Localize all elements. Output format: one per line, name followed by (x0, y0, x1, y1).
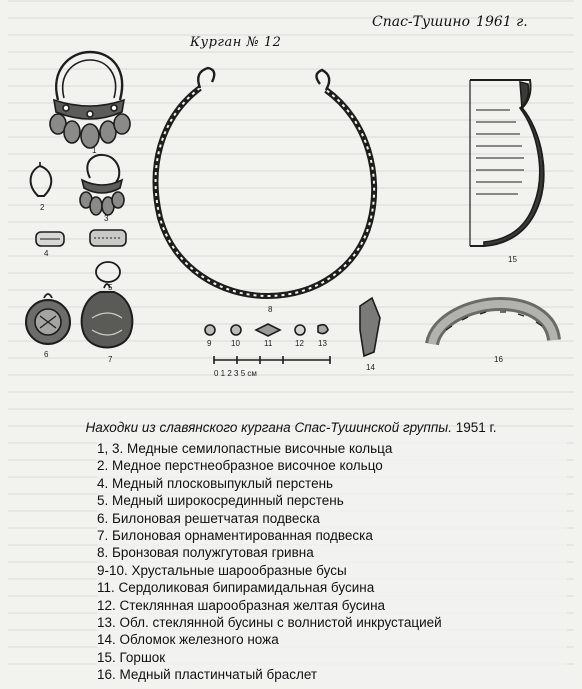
fig-2: 2 (40, 203, 45, 212)
ornamented-pendant-7 (82, 284, 133, 348)
bead-13 (318, 325, 328, 334)
fig-4: 4 (44, 249, 49, 258)
legend-item: 2. Медное перстнеобразное височное кольцо (97, 458, 383, 474)
kurgan-label: Курган № 12 (190, 35, 282, 50)
scale-bar (214, 356, 330, 364)
fig-1: 1 (92, 146, 97, 155)
fig-9: 9 (207, 339, 212, 348)
figure-legend (97, 440, 567, 684)
fig-8: 8 (268, 305, 273, 314)
legend-item: 4. Медный плосковыпуклый перстень (97, 475, 334, 491)
temple-ring-2 (31, 162, 52, 196)
pot-15 (470, 80, 544, 246)
site-year: 1961 г. (476, 14, 528, 30)
fig-5: 5 (108, 283, 113, 292)
knife-fragment-14 (360, 298, 380, 356)
fig-12: 12 (295, 339, 304, 348)
fig-6: 6 (44, 350, 49, 359)
fig-3: 3 (104, 214, 109, 223)
fig-11: 11 (264, 339, 273, 348)
figure-caption (0, 420, 582, 435)
bead-11 (256, 324, 280, 336)
fig-14: 14 (366, 363, 375, 372)
finger-ring-5 (90, 230, 126, 282)
bead-10 (231, 325, 241, 335)
legend-item: 5. Медный широкосрединный перстень (97, 493, 344, 509)
caption-year: 1951 г. (455, 420, 497, 435)
fig-7: 7 (108, 355, 113, 364)
scale-label: 0 1 2 3 5 см (214, 369, 257, 378)
temple-ring-1 (50, 52, 130, 148)
finger-ring-4 (36, 232, 64, 246)
caption-text: Находки из славянского кургана Спас-Тушинской группы. (85, 420, 452, 435)
bead-9 (205, 325, 215, 335)
legend-item: 7. Билоновая орнаментированная подвеска (97, 528, 373, 544)
legend-item: 6. Билоновая решетчатая подвеска (97, 510, 320, 526)
legend-item: 14. Обломок железного ножа (97, 632, 279, 648)
legend-item: 16. Медный пластинчатый браслет (97, 667, 318, 683)
legend-item: 1, 3. Медные семилопастные височные кольца (97, 441, 393, 456)
bracelet-16 (432, 304, 554, 344)
legend-item: 15. Горшок (97, 649, 166, 665)
fig-10: 10 (231, 339, 240, 348)
site-header (372, 14, 528, 30)
site-name: Спас-Тушино (372, 14, 471, 30)
legend-item: 11. Сердоликовая бипирамидальная бусина (97, 580, 375, 596)
fig-16: 16 (494, 355, 503, 364)
legend-item: 8. Бронзовая полужгутовая гривна (97, 545, 314, 561)
torque-8 (156, 68, 375, 296)
bead-12 (295, 325, 305, 335)
lattice-pendant-6 (26, 294, 70, 344)
fig-15: 15 (508, 255, 517, 264)
legend-item: 12. Стеклянная шарообразная желтая бусина (97, 597, 386, 613)
legend-item: 13. Обл. стеклянной бусины с волнистой инкрустацией (97, 615, 442, 631)
legend-item: 9-10. Хрустальные шарообразные бусы (97, 562, 347, 578)
fig-13: 13 (318, 339, 327, 348)
temple-ring-3 (80, 155, 124, 215)
